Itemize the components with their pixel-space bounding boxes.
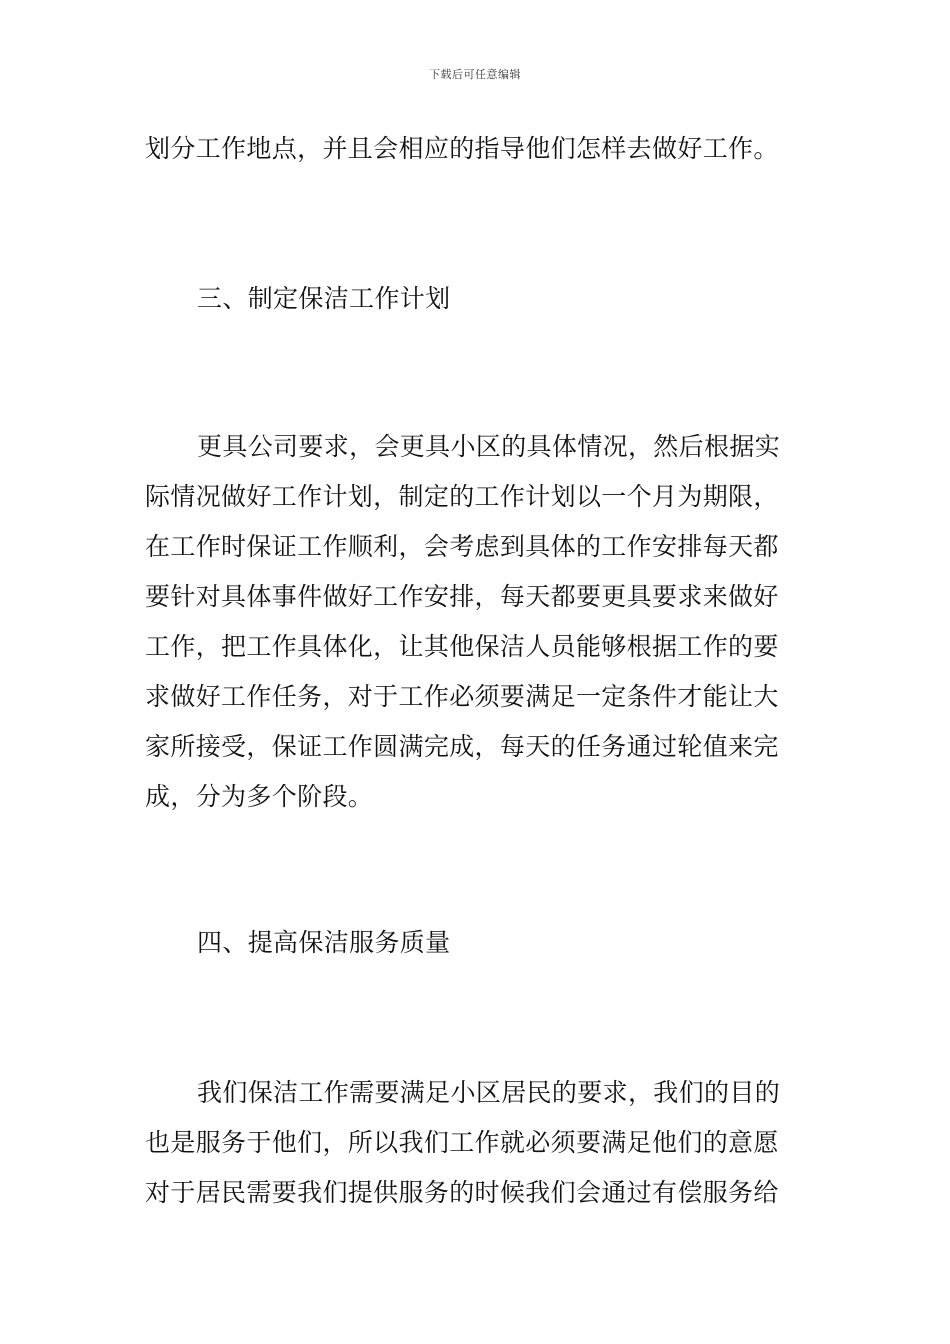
section-3-heading: 三、制定保洁工作计划 — [197, 284, 451, 313]
paragraph-line: 划分工作地点，并且会相应的指导他们怎样去做好工作。 — [145, 134, 779, 163]
paragraph-line: 要针对具体事件做好工作安排，每天都要更具要求来做好 — [145, 582, 779, 611]
paragraph-line: 工作，把工作具体化，让其他保洁人员能够根据工作的要 — [145, 632, 779, 661]
paragraph-line: 更具公司要求，会更具小区的具体情况，然后根据实 — [197, 432, 781, 461]
paragraph-line: 我们保洁工作需要满足小区居民的要求，我们的目的 — [197, 1078, 781, 1107]
paragraph-line: 际情况做好工作计划，制定的工作计划以一个月为期限， — [145, 482, 779, 511]
paragraph-line: 在工作时保证工作顺利，会考虑到具体的工作安排每天都 — [145, 532, 779, 561]
section-3-paragraph — [145, 422, 807, 822]
section-4-paragraph — [145, 1068, 807, 1218]
paragraph-line: 也是服务于他们，所以我们工作就必须要满足他们的意愿 — [145, 1128, 779, 1157]
intro-paragraph — [145, 124, 807, 174]
paragraph-line: 成，分为多个阶段。 — [145, 782, 374, 811]
header-note: 下载后可任意编辑 — [429, 68, 521, 81]
section-4-heading: 四、提高保洁服务质量 — [197, 928, 451, 957]
paragraph-line: 求做好工作任务，对于工作必须要满足一定条件才能让大 — [145, 682, 779, 711]
paragraph-line: 家所接受，保证工作圆满完成，每天的任务通过轮值来完 — [145, 732, 779, 761]
paragraph-line: 对于居民需要我们提供服务的时候我们会通过有偿服务给 — [145, 1178, 779, 1207]
